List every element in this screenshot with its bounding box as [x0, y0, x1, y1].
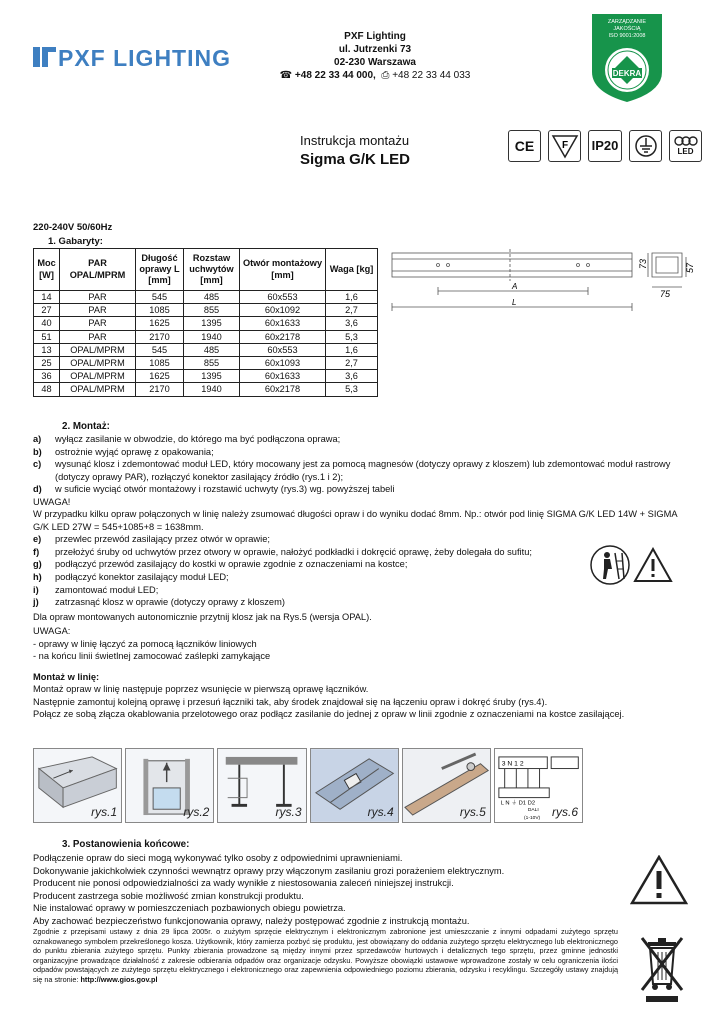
cert-line3: ISO 9001:2008 — [608, 33, 646, 39]
cell: PAR — [60, 330, 136, 343]
company-address — [270, 30, 480, 82]
cell: OPAL/MPRM — [60, 356, 136, 369]
section-mounting-title: 2. Montaż: — [62, 421, 110, 432]
cell: PAR — [60, 304, 136, 317]
list-item — [33, 433, 693, 446]
cell: 1940 — [184, 383, 240, 396]
dim-l-label: L — [512, 298, 517, 307]
figure-caption: rys.3 — [275, 804, 302, 819]
phone-icon: ☎ — [279, 70, 293, 81]
table-row — [34, 356, 378, 369]
figure-caption: rys.5 — [459, 804, 486, 819]
fax-number: +48 22 33 44 033 — [392, 70, 471, 81]
table-row — [34, 317, 378, 330]
step-text: podłączyć przewód zasilający do kostki w oprawie zgodnie z oznaczeniami na kostce; — [55, 559, 408, 570]
cell: OPAL/MPRM — [60, 370, 136, 383]
step-letter: b) — [33, 446, 42, 457]
protective-earth-icon — [629, 130, 662, 162]
warning-label: UWAGA! — [33, 496, 71, 507]
cell: 60x1092 — [240, 304, 326, 317]
range-label: (1-10V) — [523, 815, 541, 821]
note-line: - na końcu linii świetlnej zamocować zaślepki zamykające — [33, 651, 271, 662]
cell: 2170 — [136, 383, 184, 396]
warning-icon — [630, 855, 688, 905]
cell: 48 — [34, 383, 60, 396]
figure-caption: rys.1 — [91, 804, 118, 819]
figure-6 — [494, 748, 583, 823]
ce-mark: CE — [508, 130, 541, 162]
note-line: - oprawy w linię łączyć za pomocą łączników liniowych — [33, 638, 257, 649]
cell: 2,7 — [326, 356, 378, 369]
cell: 5,3 — [326, 383, 378, 396]
cell: 1085 — [136, 304, 184, 317]
dim-57-label: 57 — [685, 262, 695, 273]
led-mark-icon — [669, 130, 702, 162]
warning-icon — [633, 547, 673, 583]
provision-line: Aby zachować bezpieczeństwo funkcjonowania oprawy, należy postępować zgodnie z instrukcją montażu. — [33, 915, 470, 926]
cell: 60x2178 — [240, 383, 326, 396]
logo-text: PXF LIGHTING — [58, 45, 231, 70]
cell: 855 — [184, 304, 240, 317]
table-header-row — [34, 249, 378, 291]
step-text: przewlec przewód zasilający przez otwór w oprawie; — [55, 534, 270, 545]
cell: 545 — [136, 291, 184, 304]
cell: 485 — [184, 343, 240, 356]
list-item — [33, 596, 693, 609]
cell: 1940 — [184, 330, 240, 343]
crossed-bin-icon — [638, 932, 686, 1004]
f-mark-text: F — [561, 140, 568, 151]
voltage-label: 220-240V 50/60Hz — [33, 222, 113, 233]
figure-caption: rys.4 — [367, 804, 394, 819]
certification-marks — [508, 130, 702, 162]
dim-a-label: A — [512, 282, 518, 291]
figure-4 — [310, 748, 399, 823]
step-text: podłączyć konektor zasilający moduł LED; — [55, 572, 229, 583]
cell: 2170 — [136, 330, 184, 343]
cell: 27 — [34, 304, 60, 317]
figure-caption: rys.6 — [552, 804, 579, 819]
worker-ladder-icon — [590, 545, 630, 585]
col-header: Otwór montażowy [mm] — [240, 249, 326, 291]
cell: 5,3 — [326, 330, 378, 343]
cell: 13 — [34, 343, 60, 356]
line-mounting-text: Połącz ze sobą złącza okablowania przelotowego oraz podłącz zasilanie do jednej z opraw w linii zgodnie z oznaczeniami na kostce zasilającej. — [33, 709, 625, 720]
section-dimensions-title: 1. Gabaryty: — [48, 236, 103, 247]
cell: 1395 — [184, 317, 240, 330]
gios-link[interactable]: http://www.gios.gov.pl — [80, 974, 158, 984]
cell: 60x1633 — [240, 317, 326, 330]
cell: 51 — [34, 330, 60, 343]
cell: 1,6 — [326, 291, 378, 304]
cert-line1: ZARZĄDZANIE — [607, 19, 647, 25]
cell: 1625 — [136, 317, 184, 330]
product-title: Sigma G/K LED — [300, 151, 411, 168]
cell: 60x553 — [240, 291, 326, 304]
dim-75-label: 75 — [660, 289, 671, 299]
cell: 2,7 — [326, 304, 378, 317]
terminal-top-label: 3 N 1 2 — [501, 760, 524, 768]
cell: 545 — [136, 343, 184, 356]
company-street: ul. Jutrzenki 73 — [338, 44, 412, 55]
step-letter: j) — [33, 597, 39, 608]
step-text: przełożyć śruby od uchwytów przez otwory w oprawie, nałożyć podkładki i dokręcić oprawę, żeby dolegała do sufitu; — [55, 546, 532, 557]
legal-text: Zgodnie z przepisami ustawy z dnia 29 lipca 2005r. o zużytym sprzęcie elektrycznym i elektronicznym zabronione jest umieszczanie z innymi odpadami zużytego sprzętu oznakowanego symbolem przekreślonego kosza. Użytkownik, który zamierza pozbyć się produktu, jest obowiązany do oddania zużytego sprzętu elektrycznego lub elektronicznego do punktu zbierania zużytego sprzętu. Punkty zbierania prowadzone są między innymi przez sprzedawców hurtowych i detalicznych tego sprzętu, przez gminne jednostki organizacyjne prowadzące działalność z zakresie odbierania odpadów oraz organizacje odzysku. Powyższe obowiązki ustawowe wprowadzone zostały w celu ograniczenia ilości odpadów powstających ze zużytego sprzętu elektrycznego i elektronicznego oraz zapewnienia odpowiedniego poziomu zbierania, odzysku i recyklingu. Szczegóły ustawy znajdują się na stronie: — [33, 927, 618, 984]
list-item — [33, 584, 693, 597]
step-letter: a) — [33, 434, 42, 444]
line-mounting-title: Montaż w linię: — [33, 671, 100, 682]
table-row — [34, 383, 378, 396]
col-header: Rozstaw uchwytów [mm] — [184, 249, 240, 291]
ip20-mark: IP20 — [588, 130, 622, 162]
provision-line: Producent nie ponosi odpowiedzialności za wady wynikłe z niestosowania zaleceń niniejszej instrukcji. — [33, 878, 454, 889]
fax-icon: ⎙ — [378, 70, 390, 81]
dali-label: DALI — [527, 808, 539, 814]
final-provisions — [33, 852, 618, 984]
step-text: zatrzasnąć klosz w oprawie (dotyczy oprawy z kloszem) — [55, 597, 285, 608]
cell: PAR — [60, 317, 136, 330]
dekra-certificate-badge — [590, 12, 664, 104]
figure-2 — [125, 748, 214, 823]
table-row — [34, 370, 378, 383]
cert-line2: JAKOŚCIĄ — [613, 26, 641, 32]
table-row — [34, 304, 378, 317]
provision-line: Nie instalować oprawy w pomieszczeniach pozbawionych obiegu powietrza. — [33, 903, 346, 914]
line-mounting-text: Montaż opraw w linię następuje poprzez wsunięcie w pierwszą oprawę łączników. — [33, 684, 369, 695]
cell: 25 — [34, 356, 60, 369]
list-item — [33, 483, 693, 496]
table-row — [34, 330, 378, 343]
terminal-bottom-label: L N ⏚ D1 D2 — [500, 800, 535, 807]
autonomous-note: Dla opraw montowanych autonomicznie przytnij klosz jak na Rys.5 (wersja OPAL). — [33, 611, 372, 622]
pxf-logo — [33, 44, 258, 70]
step-letter: c) — [33, 459, 42, 470]
company-city: 02-230 Warszawa — [334, 57, 416, 68]
cell: 1085 — [136, 356, 184, 369]
instruction-label: Instrukcja montażu — [300, 133, 410, 148]
cell: 1395 — [184, 370, 240, 383]
dim-73-label: 73 — [638, 258, 648, 269]
step-text: ostrożnie wyjąć oprawę z opakowania; — [55, 446, 214, 457]
step-letter: e) — [33, 534, 42, 545]
weee-legal-notice — [33, 927, 618, 984]
figure-caption: rys.2 — [183, 804, 210, 819]
cert-brand: DEKRA — [612, 69, 642, 78]
step-text: wysunąć klosz i zdemontować moduł LED, który mocowany jest za pomocą magnesów (dotyczy oprawy z kloszem) lub zdemontować moduł rastrowy (dotyczy oprawy PAR), rozłączyć konektor zasilający źródło (rys.1 i 2); — [55, 459, 671, 482]
step-letter: h) — [33, 572, 42, 583]
cell: 855 — [184, 356, 240, 369]
company-phones — [270, 69, 480, 82]
step-letter: f) — [33, 546, 40, 557]
cell: 3,6 — [326, 317, 378, 330]
phone-number: +48 22 33 44 000, — [294, 70, 376, 81]
provision-line: Dokonywanie jakichkolwiek czynności wewnątrz oprawy przy włączonym zasilaniu grozi porażeniem elektrycznym. — [33, 865, 505, 876]
cell: 60x2178 — [240, 330, 326, 343]
dimensions-table — [33, 248, 378, 397]
line-mounting-text: Następnie zamontuj kolejną oprawę i przesuń łączniki tak, aby środek znajdował się na łączeniu opraw i dokręć śruby (rys.4). — [33, 696, 548, 707]
cell: PAR — [60, 291, 136, 304]
section-final-title: 3. Postanowienia końcowe: — [62, 839, 190, 850]
luminaire-dimension-drawing — [390, 245, 695, 320]
cell: 40 — [34, 317, 60, 330]
note-label: UWAGA: — [33, 626, 71, 637]
warning-text: W przypadku kilku opraw połączonych w linię należy zsumować długości opraw i do wyniku dodać 8mm. Np.: otwór pod linię SIGMA G/K LED 14W + SIGMA G/K LED 27W = 545+1085+8 = 1638mm. — [33, 509, 678, 532]
cell: 1,6 — [326, 343, 378, 356]
company-name: PXF Lighting — [344, 31, 406, 42]
table-row — [34, 291, 378, 304]
step-text: zamontować moduł LED; — [55, 584, 159, 595]
col-header: Długość oprawy L [mm] — [136, 249, 184, 291]
cell: 14 — [34, 291, 60, 304]
table-row — [34, 343, 378, 356]
cell: 60x1093 — [240, 356, 326, 369]
figure-1 — [33, 748, 122, 823]
list-item — [33, 446, 693, 459]
cell: OPAL/MPRM — [60, 383, 136, 396]
step-letter: i) — [33, 584, 39, 595]
cell: 60x1633 — [240, 370, 326, 383]
installation-figures — [33, 748, 583, 823]
step-text: w suficie wyciąć otwór montażowy i rozstawić uchwyty (rys.3) wg. powyższej tabeli — [55, 484, 395, 495]
provision-line: Podłączenie opraw do sieci mogą wykonywać tylko osoby z odpowiednimi uprawnieniami. — [33, 853, 403, 863]
cell: OPAL/MPRM — [60, 343, 136, 356]
cell: 3,6 — [326, 370, 378, 383]
list-item — [33, 458, 693, 483]
led-mark-text: LED — [677, 146, 694, 156]
step-letter: d) — [33, 484, 42, 495]
col-header: Moc [W] — [34, 249, 60, 291]
step-letter: g) — [33, 559, 42, 570]
col-header: PAR OPAL/MPRM — [60, 249, 136, 291]
cell: 485 — [184, 291, 240, 304]
step-text: wyłącz zasilanie w obwodzie, do którego ma być podłączona oprawa; — [55, 434, 341, 444]
figure-5 — [402, 748, 491, 823]
provision-line: Producent zastrzega sobie możliwość zmian konstrukcji produktu. — [33, 890, 304, 901]
cell: 60x553 — [240, 343, 326, 356]
figure-3 — [217, 748, 306, 823]
f-mark-icon — [548, 130, 581, 162]
col-header: Waga [kg] — [326, 249, 378, 291]
cell: 1625 — [136, 370, 184, 383]
cell: 36 — [34, 370, 60, 383]
